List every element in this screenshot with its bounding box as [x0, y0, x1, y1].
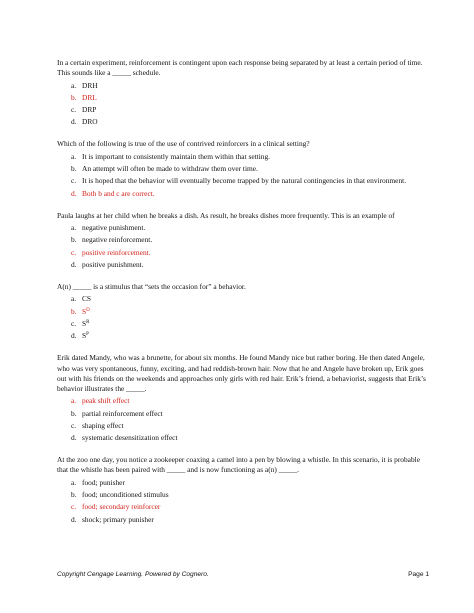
option-text: S [82, 306, 87, 316]
question-2 [57, 139, 429, 198]
answer-option [57, 152, 429, 162]
option-text-wrap [82, 105, 429, 115]
option-superscript: R [86, 320, 90, 326]
option-text: S [82, 331, 87, 341]
option-letter: a. [71, 223, 77, 233]
option-text-wrap [82, 307, 429, 317]
question-stem: In a certain experiment, reinforcement is contingent upon each response being separated by at least a certain period of time. This sounds like a _____ schedule. [57, 58, 423, 78]
option-letter: a. [71, 294, 77, 304]
answer-option [57, 409, 429, 419]
option-letter: d. [71, 433, 77, 443]
option-letter: a. [71, 80, 77, 90]
answer-option-correct [57, 502, 429, 512]
option-letter: b. [71, 92, 77, 102]
option-text-wrap [82, 515, 429, 525]
option-text: DRL [82, 92, 97, 102]
option-letter: b. [71, 306, 77, 316]
option-letter: c. [71, 502, 77, 512]
option-letter: b. [71, 164, 77, 174]
option-text: negative reinforcement. [82, 235, 153, 245]
option-letter: c. [71, 176, 77, 186]
question-stem: At the zoo one day, you notice a zookeeper coaxing a camel into a pen by blowing a whistle. In this scenario, it is probable that the whistle has been paired with _____ and is now functioning as a(n) _____. [57, 455, 420, 475]
option-text-wrap [82, 235, 429, 245]
option-text: partial reinforcement effect [82, 408, 163, 418]
answer-option [57, 319, 429, 329]
option-text: It is important to consistently maintain them within that setting. [82, 151, 271, 161]
option-text-wrap [82, 93, 429, 103]
option-text-wrap [82, 294, 429, 304]
option-text-wrap [82, 409, 429, 419]
option-letter: d. [71, 514, 77, 524]
option-letter: c. [71, 319, 77, 329]
copyright-notice: Copyright Cengage Learning. Powered by Cognero. [57, 571, 209, 578]
option-letter: d. [71, 117, 77, 127]
option-text: peak shift effect [82, 396, 130, 406]
answer-option [57, 331, 429, 341]
option-text: An attempt will often be made to withdraw them over time. [82, 164, 258, 174]
option-letter: c. [71, 420, 77, 430]
option-text-wrap [82, 421, 429, 431]
option-letter: d. [71, 260, 77, 270]
option-text-wrap [82, 117, 429, 127]
answer-option-correct [57, 248, 429, 258]
option-superscript: D [86, 307, 90, 313]
answer-option [57, 81, 429, 91]
question-stem: Paula laughs at her child when he breaks a dish. As result, he breaks dishes more frequently. This is an example of [57, 210, 395, 220]
answer-option [57, 235, 429, 245]
option-text: food; unconditioned stimulus [82, 490, 169, 500]
option-text-wrap [82, 152, 429, 162]
option-letter: d. [71, 188, 77, 198]
option-text-wrap [82, 189, 429, 199]
option-text: food; secondary reinforcer [82, 502, 161, 512]
answer-option-correct [57, 396, 429, 406]
option-text-wrap [82, 433, 429, 443]
question-6 [57, 455, 429, 525]
option-text: negative punishment. [82, 223, 146, 233]
question-1 [57, 58, 429, 128]
question-stem: Which of the following is true of the use of contrived reinforcers in a clinical setting? [57, 139, 310, 149]
option-text-wrap [82, 223, 429, 233]
option-letter: b. [71, 235, 77, 245]
option-text: CS [82, 294, 92, 304]
option-text: systematic desensitization effect [82, 433, 178, 443]
answer-option [57, 176, 429, 186]
option-text: shaping effect [82, 420, 124, 430]
answer-option [57, 490, 429, 500]
option-text-wrap [82, 502, 429, 512]
option-text: It is hoped that the behavior will eventually become trapped by the natural contingencies in that environment. [82, 176, 407, 186]
option-text-wrap [82, 260, 429, 270]
option-text: DRH [82, 80, 98, 90]
option-letter: c. [71, 105, 77, 115]
question-4 [57, 282, 429, 341]
answer-options [57, 294, 429, 341]
option-text: shock; primary punisher [82, 514, 154, 524]
question-stem: A(n) _____ is a stimulus that “sets the occasion for” a behavior. [57, 282, 246, 292]
answer-option-correct [57, 189, 429, 199]
answer-option [57, 433, 429, 443]
option-letter: b. [71, 490, 77, 500]
question-stem: Erik dated Mandy, who was a brunette, for about six months. He found Mandy nice but rather boring. He then dated Angele, who was very spontaneous, funny, exciting, and had reddish-brown hair. Now that he and Angele have broken up, Erik goes out with his friends on the weekends and approaches only girls with red hair. Erik’s friend, a behaviorist, suggests that Erik’s behavior illustrates the _____. [57, 353, 426, 393]
option-letter: c. [71, 247, 77, 257]
answer-option [57, 421, 429, 431]
page-footer [57, 571, 429, 578]
answer-option [57, 105, 429, 115]
answer-option [57, 294, 429, 304]
option-text-wrap [82, 396, 429, 406]
option-letter: a. [71, 151, 77, 161]
option-text-wrap [82, 490, 429, 500]
option-text: S [82, 319, 87, 329]
option-letter: d. [71, 331, 77, 341]
answer-options [57, 478, 429, 525]
answer-option-correct [57, 307, 429, 317]
option-text: Both b and c are correct. [82, 188, 155, 198]
option-text-wrap [82, 176, 429, 186]
option-text-wrap [82, 331, 429, 341]
option-text-wrap [82, 248, 429, 258]
answer-option [57, 515, 429, 525]
answer-option [57, 478, 429, 488]
answer-options [57, 223, 429, 270]
option-text-wrap [82, 478, 429, 488]
option-text-wrap [82, 319, 429, 329]
answer-options [57, 152, 429, 199]
page-number: Page 1 [408, 571, 429, 578]
option-text: DRO [82, 117, 98, 127]
option-letter: a. [71, 396, 77, 406]
question-5 [57, 353, 429, 443]
answer-option [57, 260, 429, 270]
answer-options [57, 396, 429, 443]
option-text-wrap [82, 164, 429, 174]
question-list [57, 58, 429, 537]
answer-options [57, 81, 429, 128]
answer-option [57, 164, 429, 174]
option-superscript: P [86, 332, 89, 338]
question-3 [57, 211, 429, 270]
option-letter: b. [71, 408, 77, 418]
answer-option [57, 223, 429, 233]
option-text: DRP [82, 105, 97, 115]
option-text-wrap [82, 81, 429, 91]
answer-option [57, 117, 429, 127]
option-text: positive reinforcement. [82, 247, 151, 257]
option-text: food; punisher [82, 477, 125, 487]
option-letter: a. [71, 477, 77, 487]
option-text: positive punishment. [82, 260, 144, 270]
answer-option-correct [57, 93, 429, 103]
